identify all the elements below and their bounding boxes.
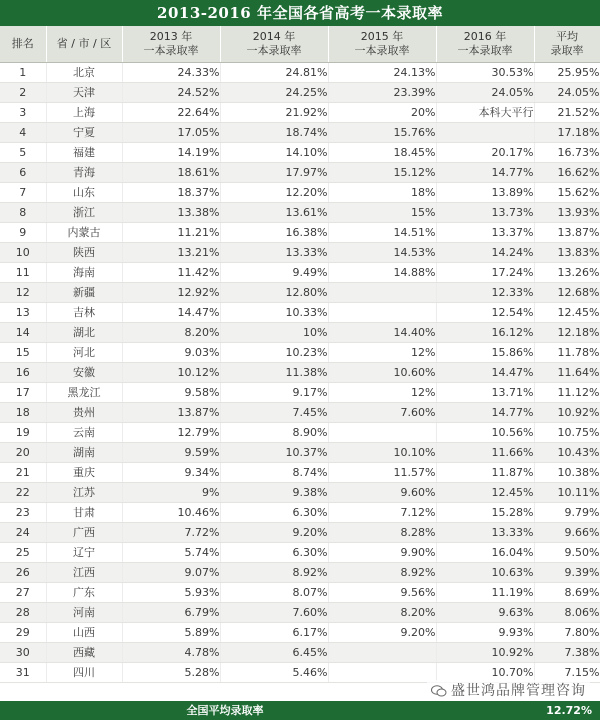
cell-avg: 16.73% — [534, 143, 600, 163]
table-row — [0, 223, 600, 243]
cell-avg: 16.62% — [534, 163, 600, 183]
cell-avg: 12.18% — [534, 323, 600, 343]
cell-y2016: 16.12% — [436, 323, 534, 343]
cell-province: 河北 — [46, 343, 122, 363]
cell-y2014: 13.61% — [220, 203, 328, 223]
cell-y2013: 18.61% — [122, 163, 220, 183]
cell-y2015: 11.57% — [328, 463, 436, 483]
cell-rank: 15 — [0, 343, 46, 363]
cell-rank: 19 — [0, 423, 46, 443]
cell-y2013: 12.92% — [122, 283, 220, 303]
cell-y2016: 13.71% — [436, 383, 534, 403]
table-row — [0, 483, 600, 503]
cell-rank: 3 — [0, 103, 46, 123]
cell-y2015 — [328, 303, 436, 323]
cell-y2013: 10.12% — [122, 363, 220, 383]
cell-province: 甘肃 — [46, 503, 122, 523]
table-row — [0, 143, 600, 163]
cell-y2016: 13.89% — [436, 183, 534, 203]
cell-rank: 25 — [0, 543, 46, 563]
table-title: 2013-2016 年全国各省高考一本录取率 — [0, 0, 600, 26]
cell-y2013: 9.59% — [122, 443, 220, 463]
cell-rank: 6 — [0, 163, 46, 183]
cell-y2015: 18% — [328, 183, 436, 203]
table-body — [0, 63, 600, 683]
cell-y2016: 13.33% — [436, 523, 534, 543]
cell-rank: 20 — [0, 443, 46, 463]
cell-y2016: 14.77% — [436, 163, 534, 183]
cell-y2014: 9.17% — [220, 383, 328, 403]
cell-rank: 26 — [0, 563, 46, 583]
cell-rank: 23 — [0, 503, 46, 523]
cell-avg: 9.66% — [534, 523, 600, 543]
table-row — [0, 563, 600, 583]
cell-province: 云南 — [46, 423, 122, 443]
cell-y2015: 14.40% — [328, 323, 436, 343]
cell-y2013: 13.21% — [122, 243, 220, 263]
cell-avg: 11.12% — [534, 383, 600, 403]
cell-rank: 7 — [0, 183, 46, 203]
cell-y2015: 20% — [328, 103, 436, 123]
cell-y2013: 5.93% — [122, 583, 220, 603]
cell-y2013: 10.46% — [122, 503, 220, 523]
cell-y2016: 14.47% — [436, 363, 534, 383]
table-row — [0, 283, 600, 303]
cell-avg: 12.45% — [534, 303, 600, 323]
cell-y2014: 24.25% — [220, 83, 328, 103]
cell-avg: 12.68% — [534, 283, 600, 303]
cell-avg: 10.75% — [534, 423, 600, 443]
cell-y2016: 10.70% — [436, 663, 534, 683]
cell-y2016: 14.24% — [436, 243, 534, 263]
cell-y2013: 8.20% — [122, 323, 220, 343]
cell-y2014: 17.97% — [220, 163, 328, 183]
cell-rank: 24 — [0, 523, 46, 543]
cell-avg: 8.06% — [534, 603, 600, 623]
cell-y2014: 9.20% — [220, 523, 328, 543]
cell-y2014: 8.07% — [220, 583, 328, 603]
national-average-value: 12.72% — [546, 704, 592, 717]
cell-y2016: 30.53% — [436, 63, 534, 83]
cell-province: 河南 — [46, 603, 122, 623]
cell-avg: 8.69% — [534, 583, 600, 603]
cell-y2015: 14.53% — [328, 243, 436, 263]
cell-avg: 10.38% — [534, 463, 600, 483]
cell-y2015: 15.12% — [328, 163, 436, 183]
cell-rank: 18 — [0, 403, 46, 423]
cell-y2013: 5.89% — [122, 623, 220, 643]
cell-rank: 30 — [0, 643, 46, 663]
cell-province: 重庆 — [46, 463, 122, 483]
cell-province: 天津 — [46, 83, 122, 103]
cell-y2015: 14.88% — [328, 263, 436, 283]
cell-y2015: 10.60% — [328, 363, 436, 383]
cell-y2015: 8.20% — [328, 603, 436, 623]
table-row — [0, 603, 600, 623]
cell-rank: 8 — [0, 203, 46, 223]
cell-rank: 27 — [0, 583, 46, 603]
cell-y2014: 14.10% — [220, 143, 328, 163]
cell-y2014: 24.81% — [220, 63, 328, 83]
cell-y2013: 14.47% — [122, 303, 220, 323]
cell-y2014: 12.20% — [220, 183, 328, 203]
cell-y2013: 14.19% — [122, 143, 220, 163]
cell-province: 辽宁 — [46, 543, 122, 563]
cell-y2015 — [328, 423, 436, 443]
table-row — [0, 363, 600, 383]
cell-y2013: 18.37% — [122, 183, 220, 203]
cell-y2016: 16.04% — [436, 543, 534, 563]
table-row — [0, 343, 600, 363]
table-row — [0, 503, 600, 523]
cell-y2015: 8.28% — [328, 523, 436, 543]
cell-y2016: 本科大平行 — [436, 103, 534, 123]
cell-avg: 15.62% — [534, 183, 600, 203]
cell-province: 西藏 — [46, 643, 122, 663]
cell-y2014: 18.74% — [220, 123, 328, 143]
cell-avg: 7.80% — [534, 623, 600, 643]
cell-y2016 — [436, 123, 534, 143]
cell-province: 广西 — [46, 523, 122, 543]
table-row — [0, 423, 600, 443]
cell-y2013: 22.64% — [122, 103, 220, 123]
cell-y2016: 9.93% — [436, 623, 534, 643]
cell-y2014: 5.46% — [220, 663, 328, 683]
cell-rank: 14 — [0, 323, 46, 343]
table-row — [0, 443, 600, 463]
cell-rank: 1 — [0, 63, 46, 83]
cell-rank: 9 — [0, 223, 46, 243]
cell-rank: 4 — [0, 123, 46, 143]
cell-y2014: 16.38% — [220, 223, 328, 243]
cell-y2016: 20.17% — [436, 143, 534, 163]
cell-y2014: 6.30% — [220, 543, 328, 563]
table-row — [0, 103, 600, 123]
cell-avg: 13.26% — [534, 263, 600, 283]
cell-y2014: 10.37% — [220, 443, 328, 463]
cell-y2015: 8.92% — [328, 563, 436, 583]
cell-rank: 10 — [0, 243, 46, 263]
cell-province: 山东 — [46, 183, 122, 203]
cell-rank: 31 — [0, 663, 46, 683]
watermark-text: 盛世鸿品牌管理咨询 — [451, 683, 586, 699]
cell-y2015: 14.51% — [328, 223, 436, 243]
table-row — [0, 83, 600, 103]
cell-y2013: 9.03% — [122, 343, 220, 363]
cell-y2013: 17.05% — [122, 123, 220, 143]
cell-avg: 11.78% — [534, 343, 600, 363]
cell-avg: 21.52% — [534, 103, 600, 123]
cell-avg: 9.79% — [534, 503, 600, 523]
cell-province: 贵州 — [46, 403, 122, 423]
cell-avg: 13.83% — [534, 243, 600, 263]
cell-y2016: 17.24% — [436, 263, 534, 283]
cell-y2014: 10.23% — [220, 343, 328, 363]
cell-y2015: 9.60% — [328, 483, 436, 503]
cell-y2014: 7.60% — [220, 603, 328, 623]
cell-province: 湖北 — [46, 323, 122, 343]
table-row — [0, 63, 600, 83]
cell-avg: 25.95% — [534, 63, 600, 83]
table-row — [0, 243, 600, 263]
cell-y2013: 4.78% — [122, 643, 220, 663]
cell-y2015: 7.12% — [328, 503, 436, 523]
cell-y2016: 12.33% — [436, 283, 534, 303]
cell-y2015: 15.76% — [328, 123, 436, 143]
cell-rank: 13 — [0, 303, 46, 323]
cell-y2016: 9.63% — [436, 603, 534, 623]
cell-avg: 10.92% — [534, 403, 600, 423]
table-row — [0, 123, 600, 143]
wechat-icon — [431, 685, 447, 697]
cell-y2013: 6.79% — [122, 603, 220, 623]
cell-avg: 7.38% — [534, 643, 600, 663]
cell-rank: 16 — [0, 363, 46, 383]
cell-y2015: 9.56% — [328, 583, 436, 603]
cell-rank: 29 — [0, 623, 46, 643]
cell-y2015: 12% — [328, 383, 436, 403]
cell-y2014: 10% — [220, 323, 328, 343]
cell-y2016: 11.19% — [436, 583, 534, 603]
cell-y2013: 9.34% — [122, 463, 220, 483]
table-row — [0, 463, 600, 483]
cell-y2014: 6.17% — [220, 623, 328, 643]
cell-y2016: 12.54% — [436, 303, 534, 323]
cell-y2016: 13.37% — [436, 223, 534, 243]
cell-avg: 10.43% — [534, 443, 600, 463]
cell-y2014: 8.90% — [220, 423, 328, 443]
cell-y2015: 7.60% — [328, 403, 436, 423]
cell-y2013: 12.79% — [122, 423, 220, 443]
cell-province: 北京 — [46, 63, 122, 83]
cell-province: 福建 — [46, 143, 122, 163]
cell-y2015 — [328, 663, 436, 683]
cell-y2016: 10.56% — [436, 423, 534, 443]
cell-y2016: 11.87% — [436, 463, 534, 483]
cell-province: 四川 — [46, 663, 122, 683]
cell-y2016: 13.73% — [436, 203, 534, 223]
header-2013: 2013 年 一本录取率 — [122, 26, 220, 63]
header-row — [0, 26, 600, 63]
table-row — [0, 163, 600, 183]
cell-y2015 — [328, 283, 436, 303]
cell-y2014: 9.38% — [220, 483, 328, 503]
cell-y2014: 6.45% — [220, 643, 328, 663]
cell-rank: 22 — [0, 483, 46, 503]
cell-y2015: 24.13% — [328, 63, 436, 83]
cell-y2014: 9.49% — [220, 263, 328, 283]
cell-province: 海南 — [46, 263, 122, 283]
cell-rank: 12 — [0, 283, 46, 303]
cell-avg: 9.50% — [534, 543, 600, 563]
cell-y2014: 13.33% — [220, 243, 328, 263]
cell-avg: 13.87% — [534, 223, 600, 243]
cell-y2016: 10.92% — [436, 643, 534, 663]
header-2015: 2015 年 一本录取率 — [328, 26, 436, 63]
table-row — [0, 303, 600, 323]
cell-y2014: 7.45% — [220, 403, 328, 423]
cell-y2013: 9% — [122, 483, 220, 503]
cell-y2015: 9.90% — [328, 543, 436, 563]
header-2016: 2016 年 一本录取率 — [436, 26, 534, 63]
cell-y2015: 23.39% — [328, 83, 436, 103]
cell-rank: 21 — [0, 463, 46, 483]
header-average: 平均 录取率 — [534, 26, 600, 63]
table-row — [0, 623, 600, 643]
cell-y2013: 5.74% — [122, 543, 220, 563]
cell-province: 江苏 — [46, 483, 122, 503]
table-row — [0, 543, 600, 563]
admission-rate-table — [0, 26, 600, 683]
cell-y2016: 11.66% — [436, 443, 534, 463]
header-2014: 2014 年 一本录取率 — [220, 26, 328, 63]
cell-y2014: 6.30% — [220, 503, 328, 523]
cell-province: 浙江 — [46, 203, 122, 223]
cell-y2015: 9.20% — [328, 623, 436, 643]
cell-y2016: 24.05% — [436, 83, 534, 103]
cell-y2013: 11.21% — [122, 223, 220, 243]
cell-y2013: 13.38% — [122, 203, 220, 223]
national-average-bar — [0, 701, 600, 720]
cell-province: 青海 — [46, 163, 122, 183]
cell-avg: 9.39% — [534, 563, 600, 583]
cell-province: 内蒙古 — [46, 223, 122, 243]
cell-y2014: 21.92% — [220, 103, 328, 123]
table-row — [0, 183, 600, 203]
table-row — [0, 643, 600, 663]
cell-rank: 5 — [0, 143, 46, 163]
cell-y2013: 5.28% — [122, 663, 220, 683]
table-row — [0, 523, 600, 543]
cell-y2015: 18.45% — [328, 143, 436, 163]
cell-province: 广东 — [46, 583, 122, 603]
cell-avg: 24.05% — [534, 83, 600, 103]
cell-province: 吉林 — [46, 303, 122, 323]
cell-avg: 13.93% — [534, 203, 600, 223]
cell-y2014: 12.80% — [220, 283, 328, 303]
cell-y2014: 8.74% — [220, 463, 328, 483]
cell-province: 安徽 — [46, 363, 122, 383]
cell-province: 新疆 — [46, 283, 122, 303]
cell-avg: 7.15% — [534, 663, 600, 683]
cell-y2015: 12% — [328, 343, 436, 363]
cell-y2013: 24.33% — [122, 63, 220, 83]
cell-y2016: 14.77% — [436, 403, 534, 423]
cell-y2015 — [328, 643, 436, 663]
cell-y2013: 24.52% — [122, 83, 220, 103]
cell-avg: 10.11% — [534, 483, 600, 503]
cell-province: 江西 — [46, 563, 122, 583]
cell-rank: 2 — [0, 83, 46, 103]
header-province: 省 / 市 / 区 — [46, 26, 122, 63]
cell-y2016: 15.86% — [436, 343, 534, 363]
table-row — [0, 403, 600, 423]
cell-y2016: 15.28% — [436, 503, 534, 523]
table-row — [0, 323, 600, 343]
cell-avg: 11.64% — [534, 363, 600, 383]
table-row — [0, 203, 600, 223]
cell-province: 湖南 — [46, 443, 122, 463]
national-average-label: 全国平均录取率 — [186, 704, 264, 717]
cell-province: 黑龙江 — [46, 383, 122, 403]
cell-y2013: 11.42% — [122, 263, 220, 283]
cell-province: 上海 — [46, 103, 122, 123]
cell-province: 陕西 — [46, 243, 122, 263]
cell-y2013: 7.72% — [122, 523, 220, 543]
cell-y2013: 13.87% — [122, 403, 220, 423]
cell-rank: 28 — [0, 603, 46, 623]
cell-y2014: 8.92% — [220, 563, 328, 583]
cell-y2014: 10.33% — [220, 303, 328, 323]
cell-rank: 11 — [0, 263, 46, 283]
cell-y2014: 11.38% — [220, 363, 328, 383]
cell-y2013: 9.58% — [122, 383, 220, 403]
cell-y2015: 10.10% — [328, 443, 436, 463]
table-row — [0, 383, 600, 403]
table-row — [0, 583, 600, 603]
cell-rank: 17 — [0, 383, 46, 403]
cell-y2016: 12.45% — [436, 483, 534, 503]
cell-province: 山西 — [46, 623, 122, 643]
cell-y2016: 10.63% — [436, 563, 534, 583]
watermark — [427, 680, 590, 700]
table-row — [0, 263, 600, 283]
cell-province: 宁夏 — [46, 123, 122, 143]
cell-avg: 17.18% — [534, 123, 600, 143]
cell-y2015: 15% — [328, 203, 436, 223]
cell-y2013: 9.07% — [122, 563, 220, 583]
header-rank: 排名 — [0, 26, 46, 63]
